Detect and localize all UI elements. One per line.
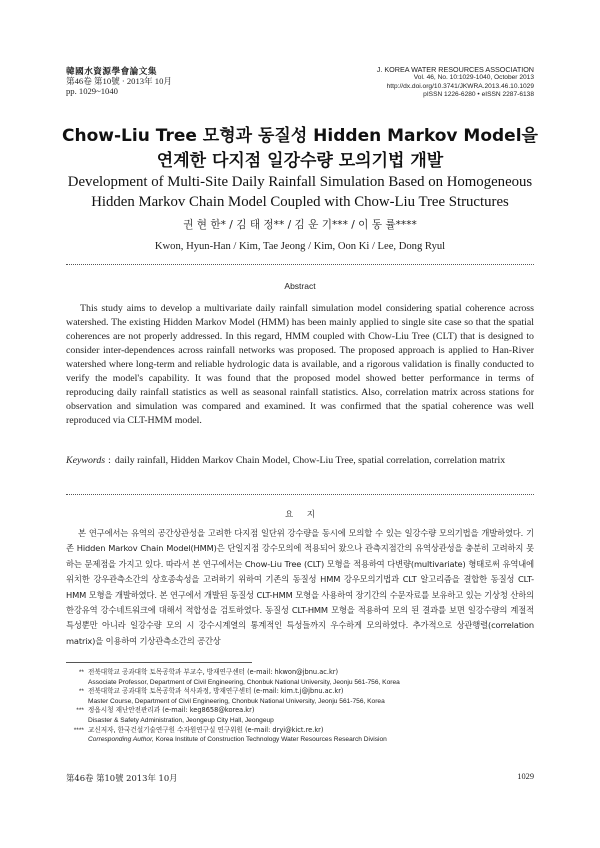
footnote-english: Master Course, Department of Civil Engineering, Chonbuk National University, Jeonju 561-756, Korea xyxy=(88,697,385,705)
issn: pISSN 1226-6280 • eISSN 2287-6138 xyxy=(423,90,534,98)
footer-volume: 第46卷 第10號 2013年 10月 xyxy=(66,773,178,783)
journal-name-english: J. KOREA WATER RESOURCES ASSOCIATION xyxy=(376,65,534,74)
summary-korean-text: 본 연구에서는 유역의 공간상관성을 고려한 다지점 일단위 강수량을 동시에 모의할 수 있는 일강수량 모의기법을 개발하였다. 기존 Hidden Markov Chain Model(HMM)은 단일지점 강수모의에 적용되어 왔으나 관측지점간의 유역상관성을 충분히 고려하지 못하는 문제점을 가지고 있다. 따라서 본 연구에서는 Chow-Liu Tree (CLT) 모형을 적용하여 다변량(multivariate) 형태로써 유역내에 위치한 강우관측소간의 상호종속성을 고려하기 위하여 기존의 동질성 HMM 강우모의기법과 CLT 알고리즘을 결합한 동질성 CLT-HMM 모형을 개발하였다. 본 연구에서 개발된 동질성 CLT-HMM 모형을 사용하여 장기간의 수문자료를 보유하고 있는 기상청 산하의 한강유역 강수네트워크에 대해서 적합성을 검토하였다. 동질성 CLT-HMM 모형을 적용하여 모의 된 결과를 보면 일강수량의 계절적 특성뿐만 아니라 일강수량 모의 시 강수시계열의 통계적인 특성들까지 우수하게 모의하였다. 추가적으로 상관행렬(correlation matrix)을 이용하여 기상관측소간의 공간상 xyxy=(66,528,534,646)
footnote-english: Associate Professor, Department of Civil Engineering, Chonbuk National University, Jeonju 561-756, Korea xyxy=(88,678,400,686)
header-right xyxy=(377,66,534,99)
header-left xyxy=(66,66,172,96)
footnote-role: Corresponding Author, xyxy=(88,736,154,744)
footnote-english: Korea Institute of Construction Technology Water Resources Research Division xyxy=(155,736,387,744)
divider-middle xyxy=(66,494,534,495)
keywords-label: Keywords xyxy=(66,455,106,466)
footnote-item xyxy=(66,706,534,725)
footnote-korean: 전북대학교 공과대학 토목공학과 석사과정, 방재연구센터 (e-mail: kim.t.j@jbnu.ac.kr) xyxy=(88,687,344,696)
title-korean xyxy=(0,124,600,174)
authors-english: Kwon, Hyun-Han / Kim, Tae Jeong / Kim, Oon Ki / Lee, Dong Ryul xyxy=(154,241,446,252)
footnote-rule xyxy=(66,662,252,663)
abstract-text: This study aims to develop a multivariate daily rainfall simulation model considering spatial coherence across watershed. The existing Hidden Markov Model (HMM) has been mainly applied to single site case so that the spatial coherences are not properly addressed. In this regard, HMM coupled with Chow-Liu Tree (CLT) that is designed to consider inter-dependences across rainfall networks was proposed. The proposed approach is applied to Han-River watershed where long-term and reliable hydrologic data is available, and a rigorous validation is finally conducted to verify the model's capability. It was found that the proposed model showed better performance in terms of reproducing daily rainfall statistics as well as seasonal rainfall statistics. Also, correlation matrix across stations for observation and simulation was compared and examined. It was confirmed that the spatial coherence was well reproduced via CLT-HMM model. xyxy=(66,303,534,426)
footnote-item xyxy=(66,687,534,706)
footnote-mark: ** xyxy=(78,688,84,696)
title-korean-line-1: Chow-Liu Tree 모형과 동질성 Hidden Markov Model을 xyxy=(62,126,538,146)
keywords xyxy=(66,454,534,468)
footnote-korean: 정읍시청 재난안전관리과 (e-mail: keg8658@korea.kr) xyxy=(88,706,255,715)
title-english-line-2: Hidden Markov Chain Model Coupled with Chow-Liu Tree Structures xyxy=(91,194,509,210)
footnote-item xyxy=(66,668,534,687)
footnote-korean: 전북대학교 공과대학 토목공학과 부교수, 방재연구센터 (e-mail: hkwon@jbnu.ac.kr) xyxy=(88,668,339,676)
divider-top xyxy=(66,264,534,265)
footnote-mark: **** xyxy=(73,726,84,734)
keywords-text: daily rainfall, Hidden Markov Chain Model, Chow-Liu Tree, spatial correlation, correlation matrix xyxy=(114,455,506,466)
authors-korean: 권 현 한* / 김 태 정** / 김 운 기*** / 이 동 률**** xyxy=(183,219,417,231)
keywords-colon: : xyxy=(108,455,111,466)
footnote-korean: 교신저자, 한국건설기술연구원 수자원연구실 연구위원 (e-mail: dryi@kict.re.kr) xyxy=(88,725,324,734)
footnote-mark: ** xyxy=(78,669,84,676)
doi-link[interactable]: http://dx.doi.org/10.3741/JKWRA.2013.46.10.1029 xyxy=(386,82,534,90)
footnote-mark: *** xyxy=(76,707,84,715)
journal-name-hanja: 韓國水資源學會論文集 xyxy=(66,66,157,76)
footnote-english: Disaster & Safety Administration, Jeongeup City Hall, Jeongeup xyxy=(88,716,274,724)
footnotes xyxy=(66,668,534,745)
page-number: 1029 xyxy=(517,772,534,781)
journal-volume-english: Vol. 46, No. 10:1029-1040, October 2013 xyxy=(413,74,534,82)
journal-pages: pp. 1029~1040 xyxy=(66,86,118,96)
summary-heading: 요 지 xyxy=(285,510,315,520)
abstract-heading: Abstract xyxy=(284,281,316,291)
footnote-item xyxy=(66,726,534,745)
title-english-line-1: Development of Multi-Site Daily Rainfall Simulation Based on Homogeneous xyxy=(67,174,533,190)
journal-volume-hanja: 第46卷 第10號 · 2013年 10月 xyxy=(66,76,172,86)
title-english xyxy=(0,172,600,212)
title-korean-line-2: 연계한 다지점 일강수량 모의기법 개발 xyxy=(156,151,444,171)
